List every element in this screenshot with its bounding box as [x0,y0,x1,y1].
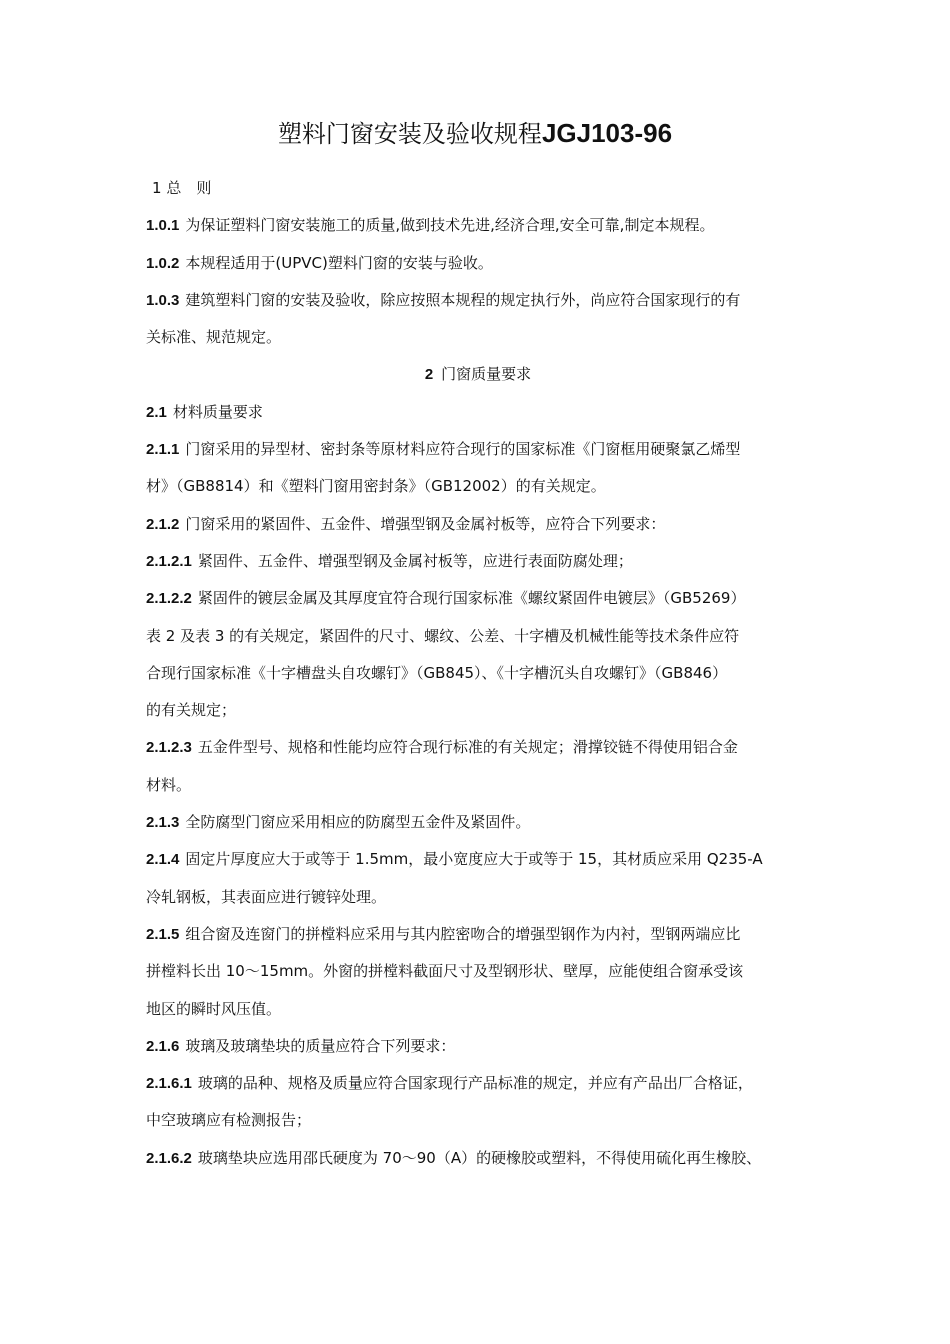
clause-text-line-1: 门窗采用的异型材、密封条等原材料应符合现行的国家标准《门窗框用硬聚氯乙烯型 [185,440,741,459]
clause-text-line-1: 玻璃垫块应选用邵氏硬度为 70～90（A）的硬橡胶或塑料，不得使用硫化再生橡胶、 [197,1148,762,1167]
clause-2-1-6-1 [146,1065,810,1140]
clause-text-line-2: 材料。 [146,775,192,794]
clause-2-1-2-1 [146,543,810,580]
clause-number: 1.0.3 [146,291,180,309]
clause-text-line-1: 固定片厚度应大于或等于 1.5mm，最小宽度应大于或等于 15，其材质应采用 Q235-A [185,850,763,869]
clause-text-line-1: 紧固件的镀层金属及其厚度宜符合现行国家标准《螺纹紧固件电镀层》（GB5269） [197,589,746,608]
clause-number: 2.1.5 [146,925,180,943]
document-body [146,170,810,1177]
clause-number: 2.1.2.1 [146,552,192,570]
chapter-2-heading [146,356,810,393]
clause-2-1-2 [146,506,810,543]
clause-number: 2.1.6.2 [146,1149,192,1167]
clause-text-line-4: 的有关规定； [146,701,237,720]
clause-text-line-1: 玻璃的品种、规格及质量应符合国家现行产品标准的规定，并应有产品出厂合格证， [197,1074,753,1093]
clause-number: 2.1.3 [146,814,180,832]
clause-text-line-3: 合现行国家标准《十字槽盘头自攻螺钉》（GB845）、《十字槽沉头自攻螺钉》（GB846） [146,663,728,682]
title-chinese: 塑料门窗安装及验收规程 [277,120,542,148]
clause-text: 门窗采用的紧固件、五金件、增强型钢及金属衬板等，应符合下列要求： [185,514,666,533]
clause-number: 2.1.6.1 [146,1075,192,1093]
clause-number: 1.0.1 [146,217,180,235]
clause-text: 全防腐型门窗应采用相应的防腐型五金件及紧固件。 [185,813,531,832]
clause-text-line-2: 表 2 及表 3 的有关规定，紧固件的尺寸、螺纹、公差、十字槽及机械性能等技术条件应符 [146,626,740,645]
clause-2-1-6 [146,1028,810,1065]
chapter-number: 2 [424,366,434,384]
clause-number: 2.1.6 [146,1037,180,1055]
clause-2-1-1 [146,431,810,506]
clause-2-1-3 [146,804,810,841]
clause-1-0-1 [146,207,810,244]
clause-text: 为保证塑料门窗安装施工的质量,做到技术先进,经济合理,安全可靠,制定本规程。 [185,216,715,235]
section-title: 材料质量要求 [172,402,263,421]
clause-text-line-2: 冷轧钢板，其表面应进行镀锌处理。 [146,887,387,906]
clause-text-line-1: 五金件型号、规格和性能均应符合现行标准的有关规定；滑撑铰链不得使用铝合金 [197,738,738,757]
clause-text-line-3: 地区的瞬时风压值。 [146,999,282,1018]
clause-number: 2.1.4 [146,851,180,869]
title-standard-code: JGJ103-96 [541,118,673,148]
clause-2-1-5 [146,916,810,1028]
clause-text: 紧固件、五金件、增强型钢及金属衬板等，应进行表面防腐处理； [197,551,633,570]
clause-text-line-2: 中空玻璃应有检测报告； [146,1111,312,1130]
clause-text: 本规程适用于(UPVC)塑料门窗的安装与验收。 [185,253,493,272]
clause-text-line-1: 组合窗及连窗门的拼樘料应采用与其内腔密吻合的增强型钢作为内衬，型钢两端应比 [185,924,741,943]
clause-2-1-4 [146,841,810,916]
clause-1-0-3 [146,282,810,357]
document-title [0,116,950,151]
clause-number: 2.1.2.3 [146,739,192,757]
clause-text-line-2: 材》（GB8814）和《塑料门窗用密封条》（GB12002）的有关规定。 [146,477,606,496]
clause-number: 2.1.2 [146,515,180,533]
clause-1-0-2 [146,245,810,282]
clause-2-1-6-2 [146,1140,810,1177]
clause-text-line-1: 建筑塑料门窗的安装及验收，除应按照本规程的规定执行外，尚应符合国家现行的有 [185,290,741,309]
clause-2-1-2-3 [146,729,810,804]
clause-number: 2.1.1 [146,441,180,459]
clause-text-line-2: 拼樘料长出 10～15mm。外窗的拼樘料截面尺寸及型钢形状、壁厚，应能使组合窗承受该 [146,962,744,981]
chapter-1-heading [146,170,810,207]
chapter-number: 1 [152,179,162,197]
clause-text: 玻璃及玻璃垫块的质量应符合下列要求： [185,1036,456,1055]
section-number: 2.1 [146,403,167,421]
section-2-1 [146,394,810,431]
clause-number: 1.0.2 [146,254,180,272]
chapter-title: 总 则 [166,179,212,197]
chapter-title: 门窗质量要求 [441,365,532,384]
clause-text-line-2: 关标准、规范规定。 [146,328,282,347]
clause-number: 2.1.2.2 [146,590,192,608]
clause-2-1-2-2 [146,580,810,729]
